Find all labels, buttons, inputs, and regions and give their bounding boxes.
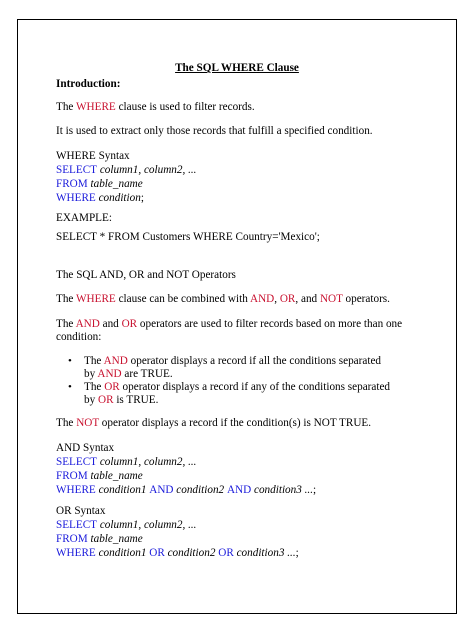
and-syntax-from-line: FROM table_name — [56, 470, 143, 482]
bullet-or-line2: by OR is TRUE. — [84, 394, 159, 406]
bullet-icon: • — [68, 355, 72, 367]
paragraph-not: The NOT operator displays a record if the condition(s) is NOT TRUE. — [56, 417, 372, 429]
bullet-and-line2: by AND are TRUE. — [84, 368, 173, 380]
bullet-or-line1: The OR operator displays a record if any of the conditions separated — [84, 381, 391, 393]
document-page — [17, 19, 457, 614]
page-title: The SQL WHERE Clause — [175, 62, 299, 74]
keyword-where: WHERE — [76, 101, 116, 113]
or-syntax-select-line: SELECT column1, column2, ... — [56, 519, 197, 531]
or-syntax-from-line: FROM table_name — [56, 533, 143, 545]
and-syntax-select-line: SELECT column1, column2, ... — [56, 456, 197, 468]
or-syntax-heading: OR Syntax — [56, 505, 106, 517]
intro-heading: Introduction: — [56, 78, 121, 90]
paragraph-and-or: The AND and OR operators are used to filter records based on more than one — [56, 318, 403, 330]
where-syntax-select-line: SELECT column1, column2, ... — [56, 164, 197, 176]
where-syntax-heading: WHERE Syntax — [56, 150, 130, 162]
where-syntax-from-line: FROM table_name — [56, 178, 143, 190]
example-sql: SELECT * FROM Customers WHERE Country='Mexico'; — [56, 231, 320, 243]
bullet-and-line1: The AND operator displays a record if all the conditions separated — [84, 355, 382, 367]
or-syntax-where-line: WHERE condition1 OR condition2 OR condition3 ...; — [56, 547, 299, 559]
paragraph-combined: The WHERE clause can be combined with AND, OR, and NOT operators. — [56, 293, 390, 305]
paragraph-where-intro: The WHERE clause is used to filter records. — [56, 101, 255, 113]
and-syntax-heading: AND Syntax — [56, 442, 115, 454]
example-heading: EXAMPLE: — [56, 212, 112, 224]
operators-heading: The SQL AND, OR and NOT Operators — [56, 269, 236, 281]
where-syntax-where-line: WHERE condition; — [56, 192, 144, 204]
and-syntax-where-line: WHERE condition1 AND condition2 AND condition3 ...; — [56, 484, 317, 496]
bullet-icon: • — [68, 381, 72, 393]
paragraph-extract: It is used to extract only those records that fulfill a specified condition. — [56, 125, 373, 137]
paragraph-and-or-line2: condition: — [56, 331, 102, 343]
